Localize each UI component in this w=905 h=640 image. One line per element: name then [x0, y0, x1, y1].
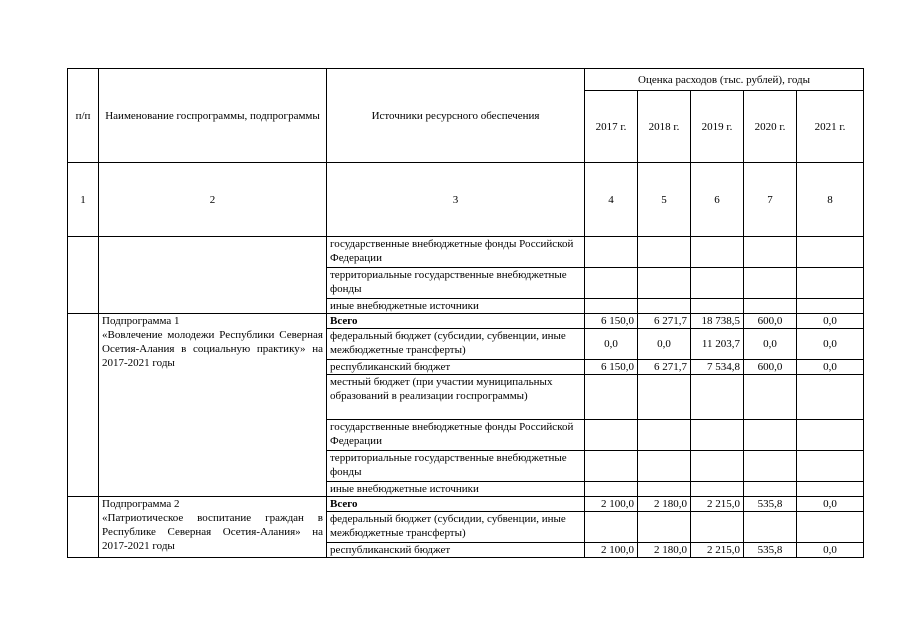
header-year: 2020 г. [744, 91, 797, 163]
source-cell: федеральный бюджет (субсидии, субвенции, иные межбюджетные трансферты) [327, 329, 585, 360]
value-cell: 2 180,0 [638, 543, 691, 558]
source-cell: государственные внебюджетные фонды Российской Федерации [327, 237, 585, 268]
source-cell: республиканский бюджет [327, 360, 585, 375]
header-sources: Источники ресурсного обеспечения [327, 69, 585, 163]
value-cell [638, 512, 691, 543]
value-cell [638, 237, 691, 268]
value-cell [744, 482, 797, 497]
value-cell: 600,0 [744, 360, 797, 375]
source-cell: территориальные государственные внебюджетные фонды [327, 268, 585, 299]
value-cell: 6 271,7 [638, 360, 691, 375]
source-cell: территориальные государственные внебюджетные фонды [327, 451, 585, 482]
value-cell: 0,0 [744, 329, 797, 360]
value-cell: 11 203,7 [691, 329, 744, 360]
column-number: 3 [327, 163, 585, 237]
resource-table [67, 68, 864, 558]
column-number: 5 [638, 163, 691, 237]
value-cell: 6 271,7 [638, 314, 691, 329]
source-cell: иные внебюджетные источники [327, 299, 585, 314]
value-cell [797, 512, 864, 543]
value-cell: 2 215,0 [691, 543, 744, 558]
cell-name [99, 237, 327, 314]
value-cell [797, 299, 864, 314]
value-cell [744, 375, 797, 420]
value-cell: 0,0 [638, 329, 691, 360]
value-cell: 7 534,8 [691, 360, 744, 375]
value-cell [797, 237, 864, 268]
value-cell [744, 299, 797, 314]
value-cell [638, 268, 691, 299]
value-cell [638, 375, 691, 420]
header-estimate: Оценка расходов (тыс. рублей), годы [585, 69, 864, 91]
cell-num [68, 314, 99, 497]
source-cell: государственные внебюджетные фонды Российской Федерации [327, 420, 585, 451]
source-cell: республиканский бюджет [327, 543, 585, 558]
value-cell [744, 420, 797, 451]
value-cell: 6 150,0 [585, 314, 638, 329]
header-year: 2021 г. [797, 91, 864, 163]
value-cell: 2 100,0 [585, 543, 638, 558]
source-cell: Всего [327, 314, 585, 329]
value-cell [585, 451, 638, 482]
column-number: 2 [99, 163, 327, 237]
table-row [68, 497, 864, 512]
value-cell [585, 512, 638, 543]
value-cell: 18 738,5 [691, 314, 744, 329]
source-cell: Всего [327, 497, 585, 512]
value-cell: 0,0 [797, 329, 864, 360]
value-cell [797, 375, 864, 420]
value-cell [691, 375, 744, 420]
column-number: 4 [585, 163, 638, 237]
column-number: 1 [68, 163, 99, 237]
header-name: Наименование госпрограммы, подпрограммы [99, 69, 327, 163]
value-cell [691, 299, 744, 314]
header-year: 2017 г. [585, 91, 638, 163]
value-cell [797, 420, 864, 451]
value-cell [744, 268, 797, 299]
value-cell [797, 451, 864, 482]
value-cell [797, 268, 864, 299]
value-cell: 6 150,0 [585, 360, 638, 375]
value-cell [691, 237, 744, 268]
value-cell [585, 237, 638, 268]
value-cell [744, 512, 797, 543]
source-cell: федеральный бюджет (субсидии, субвенции, иные межбюджетные трансферты) [327, 512, 585, 543]
value-cell [585, 420, 638, 451]
cell-num [68, 237, 99, 314]
subprogram-2-cell [99, 497, 327, 558]
column-number: 8 [797, 163, 864, 237]
header-year: 2019 г. [691, 91, 744, 163]
value-cell: 2 180,0 [638, 497, 691, 512]
subprogram-title: Подпрограмма 2 [102, 498, 180, 510]
value-cell [691, 451, 744, 482]
value-cell: 0,0 [797, 543, 864, 558]
value-cell [585, 299, 638, 314]
subprogram-description: «Вовлечение молодежи Республики Северная Осетия-Алания в социальную практику» на 2017-2021 годы [102, 329, 323, 369]
value-cell [744, 451, 797, 482]
source-cell: местный бюджет (при участии муниципальных образований в реализации госпрограммы) [327, 375, 585, 420]
value-cell: 535,8 [744, 497, 797, 512]
value-cell [585, 375, 638, 420]
value-cell [691, 512, 744, 543]
value-cell [638, 299, 691, 314]
value-cell: 2 100,0 [585, 497, 638, 512]
value-cell: 0,0 [797, 360, 864, 375]
value-cell [744, 237, 797, 268]
header-num: п/п [68, 69, 99, 163]
value-cell [585, 482, 638, 497]
value-cell: 0,0 [585, 329, 638, 360]
table-row [68, 314, 864, 329]
value-cell [638, 451, 691, 482]
column-number: 7 [744, 163, 797, 237]
source-cell: иные внебюджетные источники [327, 482, 585, 497]
column-number: 6 [691, 163, 744, 237]
value-cell: 2 215,0 [691, 497, 744, 512]
table-row [68, 237, 864, 268]
value-cell [691, 482, 744, 497]
subprogram-description: «Патриотическое воспитание граждан в Республике Северная Осетия-Алания» на 2017-2021 годы [102, 512, 323, 552]
value-cell [691, 420, 744, 451]
value-cell [638, 420, 691, 451]
value-cell: 535,8 [744, 543, 797, 558]
value-cell [585, 268, 638, 299]
cell-num [68, 497, 99, 558]
value-cell [638, 482, 691, 497]
header-year: 2018 г. [638, 91, 691, 163]
subprogram-1-cell [99, 314, 327, 497]
value-cell [691, 268, 744, 299]
value-cell [797, 482, 864, 497]
subprogram-title: Подпрограмма 1 [102, 315, 180, 327]
value-cell: 0,0 [797, 314, 864, 329]
value-cell: 600,0 [744, 314, 797, 329]
value-cell: 0,0 [797, 497, 864, 512]
